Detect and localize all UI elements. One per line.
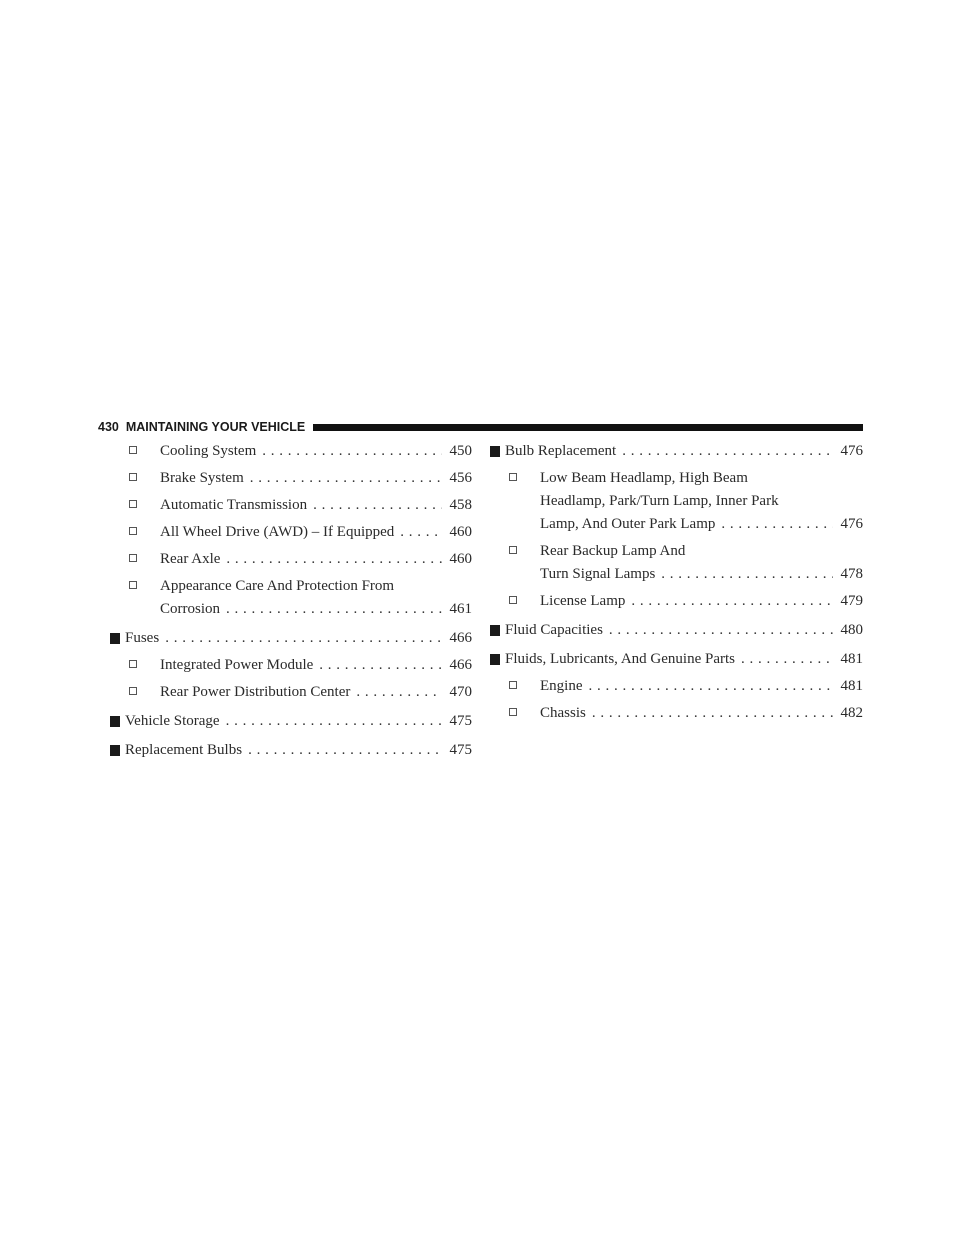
toc-subsection-entry[interactable]	[110, 681, 472, 704]
dot-leader	[262, 440, 442, 463]
dot-leader	[250, 467, 442, 490]
section-title: MAINTAINING YOUR VEHICLE	[125, 420, 306, 434]
dot-leader	[313, 494, 442, 517]
toc-subsection-entry[interactable]	[490, 675, 863, 698]
toc-section-entry[interactable]	[490, 619, 863, 642]
entry-title: Lamp, And Outer Park Lamp	[540, 516, 716, 532]
entry-page-number: 458	[449, 497, 472, 513]
entry-page-number: 466	[449, 630, 472, 646]
toc-subsection-entry[interactable]	[110, 548, 472, 571]
toc-subsection-entry[interactable]	[110, 494, 472, 517]
hollow-square-bullet-icon	[509, 546, 517, 554]
entry-title: Engine	[540, 678, 583, 694]
entry-title: All Wheel Drive (AWD) – If Equipped	[160, 524, 395, 540]
entry-page-number: 475	[449, 713, 472, 729]
dot-leader	[741, 648, 833, 671]
dot-leader	[609, 619, 833, 642]
dot-leader	[226, 710, 442, 733]
dot-leader	[165, 627, 442, 650]
toc-subsection-entry[interactable]	[110, 575, 472, 621]
entry-title: Automatic Transmission	[160, 497, 308, 513]
dot-leader	[400, 521, 442, 544]
hollow-square-bullet-icon	[509, 681, 517, 689]
entry-title: Fuses	[125, 630, 160, 646]
filled-square-bullet-icon	[110, 633, 120, 644]
dot-leader	[592, 702, 833, 725]
entry-page-number: 466	[449, 657, 472, 673]
toc-section-entry[interactable]	[490, 648, 863, 671]
entry-title: License Lamp	[540, 593, 626, 609]
toc-subsection-entry[interactable]	[490, 590, 863, 613]
entry-title: Chassis	[540, 705, 586, 721]
page-header	[98, 418, 863, 436]
hollow-square-bullet-icon	[129, 527, 137, 535]
entry-title: Rear Power Distribution Center	[160, 684, 351, 700]
hollow-square-bullet-icon	[129, 446, 137, 454]
dot-leader	[721, 513, 833, 536]
entry-title: Bulb Replacement	[505, 443, 617, 459]
entry-page-number: 461	[449, 601, 472, 617]
entry-page-number: 460	[449, 524, 472, 540]
entry-title: Fluids, Lubricants, And Genuine Parts	[505, 651, 735, 667]
page-number: 430	[98, 420, 119, 434]
dot-leader	[622, 440, 833, 463]
entry-title: Replacement Bulbs	[125, 742, 243, 758]
dot-leader	[589, 675, 834, 698]
toc-section-entry[interactable]	[490, 440, 863, 463]
hollow-square-bullet-icon	[509, 708, 517, 716]
dot-leader	[226, 598, 442, 621]
entry-title: Integrated Power Module	[160, 657, 314, 673]
toc-subsection-entry[interactable]	[110, 521, 472, 544]
entry-page-number: 456	[449, 470, 472, 486]
entry-title: Corrosion	[160, 601, 220, 617]
dot-leader	[631, 590, 833, 613]
entry-title: Brake System	[160, 470, 244, 486]
hollow-square-bullet-icon	[129, 554, 137, 562]
hollow-square-bullet-icon	[509, 596, 517, 604]
hollow-square-bullet-icon	[129, 473, 137, 481]
entry-page-number: 476	[840, 516, 863, 532]
entry-page-number: 476	[840, 443, 863, 459]
dot-leader	[248, 739, 442, 762]
entry-title-line: Rear Backup Lamp And	[540, 543, 686, 559]
filled-square-bullet-icon	[490, 654, 500, 665]
dot-leader	[356, 681, 442, 704]
entry-title: Vehicle Storage	[125, 713, 220, 729]
filled-square-bullet-icon	[110, 745, 120, 756]
entry-title: Turn Signal Lamps	[540, 566, 656, 582]
toc-subsection-entry[interactable]	[490, 540, 863, 586]
entry-title: Cooling System	[160, 443, 257, 459]
header-rule	[313, 424, 863, 431]
entry-page-number: 478	[840, 566, 863, 582]
entry-title: Fluid Capacities	[505, 622, 603, 638]
entry-title-line: Appearance Care And Protection From	[160, 578, 395, 594]
hollow-square-bullet-icon	[129, 500, 137, 508]
filled-square-bullet-icon	[490, 625, 500, 636]
entry-page-number: 450	[449, 443, 472, 459]
toc-subsection-entry[interactable]	[110, 467, 472, 490]
toc-subsection-entry[interactable]	[490, 467, 863, 536]
entry-page-number: 470	[449, 684, 472, 700]
hollow-square-bullet-icon	[509, 473, 517, 481]
toc-left-column	[110, 440, 472, 766]
hollow-square-bullet-icon	[129, 660, 137, 668]
toc-section-entry[interactable]	[110, 627, 472, 650]
hollow-square-bullet-icon	[129, 581, 137, 589]
toc-right-column	[490, 440, 863, 729]
entry-page-number: 479	[840, 593, 863, 609]
entry-page-number: 481	[840, 678, 863, 694]
entry-page-number: 482	[840, 705, 863, 721]
entry-page-number: 460	[449, 551, 472, 567]
entry-title-line: Low Beam Headlamp, High Beam	[540, 470, 748, 486]
toc-subsection-entry[interactable]	[110, 440, 472, 463]
dot-leader	[661, 563, 833, 586]
toc-section-entry[interactable]	[110, 710, 472, 733]
entry-page-number: 480	[840, 622, 863, 638]
toc-subsection-entry[interactable]	[110, 654, 472, 677]
filled-square-bullet-icon	[110, 716, 120, 727]
entry-page-number: 475	[449, 742, 472, 758]
entry-page-number: 481	[840, 651, 863, 667]
toc-subsection-entry[interactable]	[490, 702, 863, 725]
toc-section-entry[interactable]	[110, 739, 472, 762]
filled-square-bullet-icon	[490, 446, 500, 457]
dot-leader	[226, 548, 442, 571]
dot-leader	[319, 654, 442, 677]
hollow-square-bullet-icon	[129, 687, 137, 695]
entry-title-line: Headlamp, Park/Turn Lamp, Inner Park	[540, 493, 779, 509]
entry-title: Rear Axle	[160, 551, 221, 567]
